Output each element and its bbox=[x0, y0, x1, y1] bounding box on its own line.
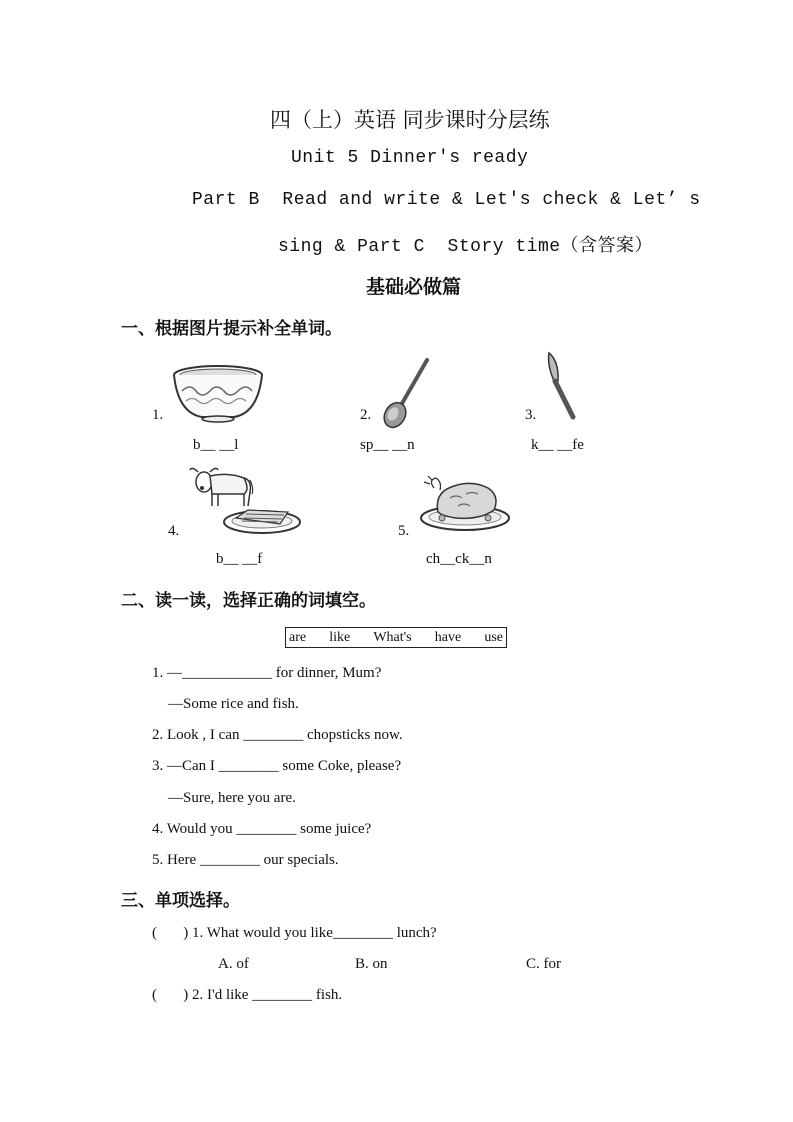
choice-option-a: A. of bbox=[218, 956, 249, 972]
fill-in-answer-line: —Some rice and fish. bbox=[168, 696, 299, 712]
word-hint: ch__ck__n bbox=[426, 551, 492, 567]
spoon-icon bbox=[382, 357, 432, 429]
level-title: 基础必做篇 bbox=[366, 276, 462, 298]
unit-title: Unit 5 Dinner's ready bbox=[291, 148, 529, 168]
fill-in-question: 4. Would you ________ some juice? bbox=[152, 821, 372, 837]
fill-in-question: 3. —Can I ________ some Coke, please? bbox=[152, 758, 402, 774]
item-number: 1. bbox=[152, 407, 164, 423]
word-bank-item: have bbox=[434, 629, 462, 645]
part-title-line1: Part B Read and write & Let's check & Let’ s bbox=[192, 190, 701, 210]
item-number: 3. bbox=[525, 407, 537, 423]
choice-question: ( ) 1. What would you like________ lunch? bbox=[152, 925, 437, 941]
fill-in-question: 1. —____________ for dinner, Mum? bbox=[152, 665, 382, 681]
item-number: 5. bbox=[398, 523, 410, 539]
section1-heading: 一、根据图片提示补全单词。 bbox=[121, 319, 342, 339]
word-bank bbox=[285, 627, 507, 648]
item-number: 2. bbox=[360, 407, 372, 423]
word-hint: b__ __l bbox=[193, 437, 239, 453]
chicken-icon bbox=[420, 474, 510, 532]
word-hint: b__ __f bbox=[216, 551, 263, 567]
choice-option-b: B. on bbox=[355, 956, 388, 972]
beef-icon bbox=[188, 462, 304, 536]
fill-in-question: 5. Here ________ our specials. bbox=[152, 852, 339, 868]
word-hint: sp__ __n bbox=[360, 437, 415, 453]
choice-question: ( ) 2. I'd like ________ fish. bbox=[152, 987, 343, 1003]
section3-heading: 三、单项选择。 bbox=[121, 891, 240, 911]
word-bank-item: use bbox=[484, 629, 503, 645]
fill-in-question: 2. Look , I can ________ chopsticks now. bbox=[152, 727, 403, 743]
fill-in-answer-line: —Sure, here you are. bbox=[168, 790, 296, 806]
choice-option-c: C. for bbox=[526, 956, 561, 972]
word-bank-item: What's bbox=[373, 629, 412, 645]
part-title-line2: sing & Part C Story time（含答案） bbox=[278, 237, 654, 257]
section2-heading: 二、读一读，选择正确的词填空。 bbox=[121, 591, 376, 611]
item-number: 4. bbox=[168, 523, 180, 539]
bowl-icon bbox=[172, 365, 264, 423]
word-bank-item: are bbox=[289, 629, 307, 645]
page-title: 四（上）英语 同步课时分层练 bbox=[270, 108, 550, 132]
knife-icon bbox=[545, 351, 581, 421]
word-hint: k__ __fe bbox=[531, 437, 584, 453]
word-bank-item: like bbox=[329, 629, 351, 645]
